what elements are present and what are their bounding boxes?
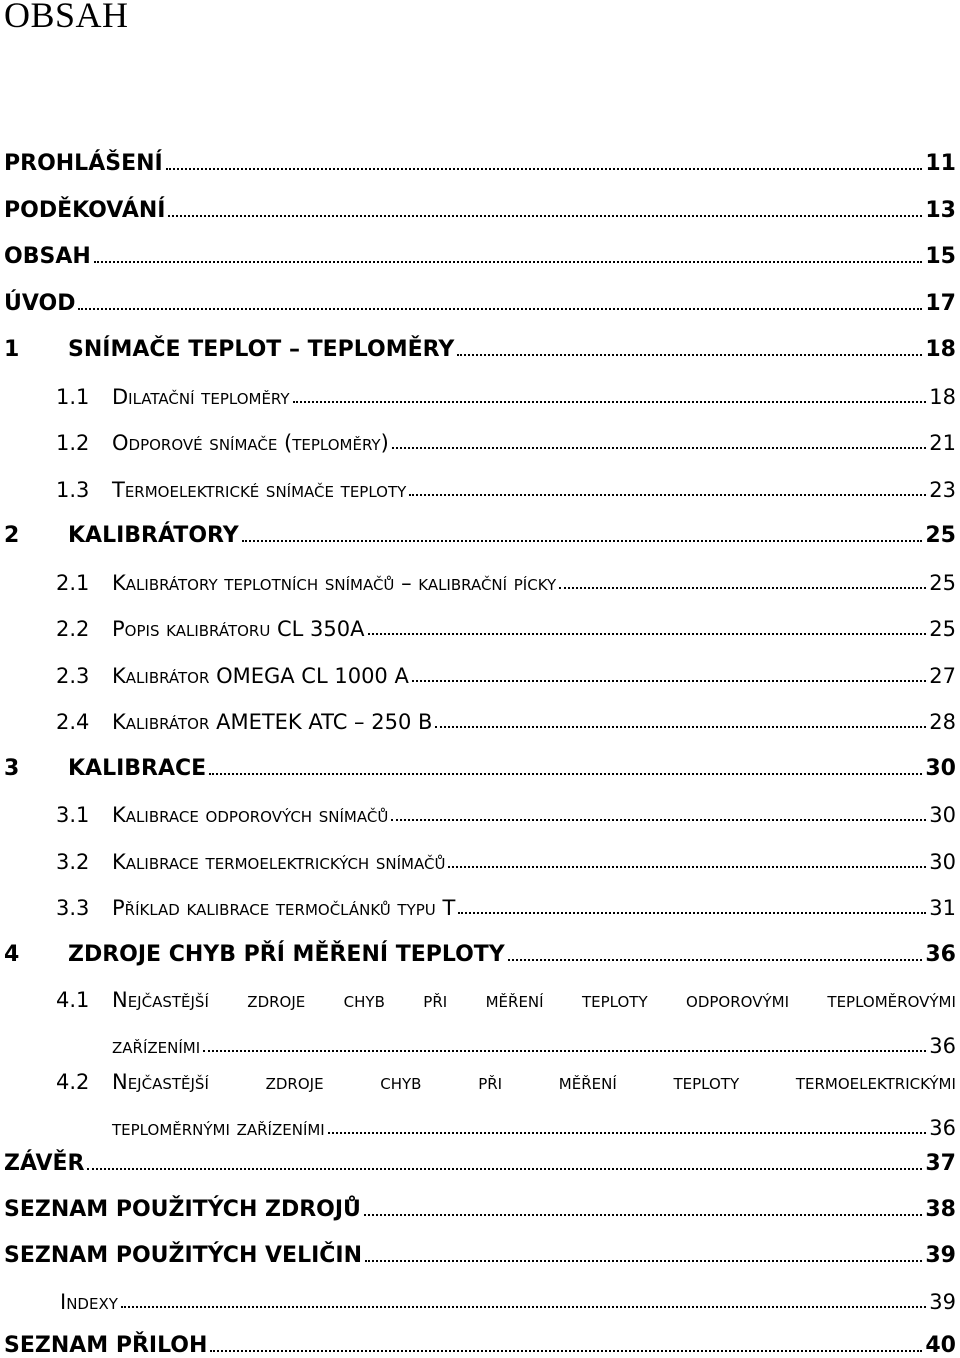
toc-entry-title: SEZNAM POUŽITÝCH VELIČIN — [4, 1243, 363, 1268]
toc-page-number: 39 — [925, 1243, 956, 1268]
toc-dot-leader — [392, 446, 926, 449]
toc-dot-leader — [209, 772, 922, 775]
toc-dot-leader — [435, 725, 926, 728]
toc-dot-leader — [365, 1259, 922, 1262]
toc-entry[interactable] — [0, 892, 960, 920]
toc-entry-title: ZÁVĚR — [4, 1151, 85, 1176]
toc-entry-title: Kalibrace odporových snímačů — [112, 803, 389, 827]
toc-entry[interactable] — [0, 520, 960, 548]
toc-entry-title: teploměrnými zařízeními — [112, 1116, 325, 1140]
toc-page-number: 21 — [929, 431, 956, 455]
toc-dot-leader — [458, 911, 926, 914]
toc-entry-number: 2.2 — [56, 617, 90, 641]
toc-dot-leader — [368, 632, 927, 635]
toc-entry-number: 2.4 — [56, 710, 90, 734]
toc-dot-leader — [203, 1049, 926, 1052]
toc-title-word: odporovými — [686, 988, 789, 1012]
toc-entry-title: Popis kalibrátoru CL 350A — [112, 617, 365, 641]
toc-page-number: 37 — [925, 1151, 956, 1176]
toc-entry-title: KALIBRACE — [68, 756, 207, 781]
toc-page-number: 36 — [925, 942, 956, 967]
toc-entry-number: 2.1 — [56, 571, 90, 595]
toc-dot-leader — [412, 679, 926, 682]
toc-title-word: zdroje — [247, 988, 306, 1012]
toc-page-number: 38 — [925, 1197, 956, 1222]
toc-page-number: 36 — [929, 1034, 956, 1058]
toc-entry-title: Indexy — [60, 1290, 118, 1314]
toc-dot-leader — [364, 1213, 922, 1216]
toc-dot-leader — [166, 167, 923, 170]
toc-entry-number: 3.3 — [56, 896, 90, 920]
toc-page-number: 30 — [929, 850, 956, 874]
toc-entry[interactable] — [0, 799, 960, 827]
toc-page-number: 25 — [929, 617, 956, 641]
toc-page-number: 11 — [925, 151, 956, 176]
page-title: OBSAH — [4, 0, 129, 35]
toc-entry[interactable] — [0, 706, 960, 734]
toc-entry-title — [112, 988, 960, 1012]
toc-page-number: 23 — [929, 478, 956, 502]
toc-entry[interactable] — [0, 148, 960, 176]
toc-entry[interactable] — [0, 1330, 960, 1358]
toc-page-number: 36 — [929, 1116, 956, 1140]
toc-entry[interactable] — [0, 334, 960, 362]
toc-entry[interactable] — [0, 427, 960, 455]
toc-entry[interactable] — [0, 846, 960, 874]
toc-entry[interactable] — [0, 984, 960, 1012]
toc-entry-title: KALIBRÁTORY — [68, 523, 239, 548]
toc-page-number: 18 — [925, 337, 956, 362]
toc-page-number: 30 — [925, 756, 956, 781]
toc-page-number: 15 — [925, 244, 956, 269]
toc-dot-leader — [293, 400, 927, 403]
toc-page-number: 18 — [929, 385, 956, 409]
toc-title-word: Nejčastější — [112, 988, 209, 1012]
toc-entry[interactable] — [0, 195, 960, 223]
toc-page-number: 13 — [925, 198, 956, 223]
toc-entry-title: Dilatační teploměry — [112, 385, 290, 409]
toc-dot-leader — [87, 1167, 922, 1170]
toc-dot-leader — [508, 958, 923, 961]
toc-dot-leader — [94, 260, 923, 263]
toc-dot-leader — [168, 214, 922, 217]
toc-title-word: teploměrovými — [827, 988, 956, 1012]
toc-entry-title: Kalibrátor OMEGA CL 1000 A — [112, 664, 409, 688]
toc-entry-title: PROHLÁŠENÍ — [4, 151, 163, 176]
toc-entry[interactable] — [0, 613, 960, 641]
toc-entry-continuation[interactable] — [0, 1112, 960, 1140]
toc-entry-number: 3 — [4, 756, 20, 781]
toc-entry-number: 3.2 — [56, 850, 90, 874]
toc-dot-leader — [121, 1305, 926, 1308]
toc-dot-leader — [457, 353, 922, 356]
toc-entry-title: Odporové snímače (teploměry) — [112, 431, 389, 455]
toc-entry-title: SNÍMAČE TEPLOT – TEPLOMĚRY — [68, 337, 455, 362]
toc-entry[interactable] — [0, 939, 960, 967]
toc-dot-leader — [210, 1349, 922, 1352]
toc-entry-title: SEZNAM PŘILOH — [4, 1333, 208, 1358]
toc-entry-title: Kalibrátory teplotních snímačů – kalibrační pícky — [112, 571, 557, 595]
toc-entry-title: Kalibrace termoelektrických snímačů — [112, 850, 446, 874]
toc-dot-leader — [328, 1131, 927, 1134]
toc-entry[interactable] — [0, 474, 960, 502]
toc-title-word: Nejčastější — [112, 1070, 209, 1094]
toc-title-word: chyb — [380, 1070, 422, 1094]
toc-entry[interactable] — [0, 1148, 960, 1176]
toc-entry-number: 4 — [4, 942, 20, 967]
toc-entry-title: OBSAH — [4, 244, 91, 269]
toc-page-number: 28 — [929, 710, 956, 734]
toc-entry-title: PODĚKOVÁNÍ — [4, 198, 166, 223]
toc-entry[interactable] — [0, 241, 960, 269]
toc-entry[interactable] — [0, 1240, 960, 1268]
toc-entry[interactable] — [0, 567, 960, 595]
toc-entry-title: zařízeními — [112, 1034, 201, 1058]
toc-page-number: 40 — [925, 1333, 956, 1358]
toc-dot-leader — [78, 307, 922, 310]
toc-dot-leader — [391, 818, 926, 821]
toc-entry-title: Příklad kalibrace termočlánků typu T — [112, 896, 456, 920]
toc-entry-title: ÚVOD — [4, 291, 76, 316]
toc-page-number: 27 — [929, 664, 956, 688]
toc-entry-number: 1.1 — [56, 385, 90, 409]
toc-page-number: 25 — [925, 523, 956, 548]
toc-title-word: chyb — [343, 988, 385, 1012]
toc-title-word: měření — [558, 1070, 617, 1094]
toc-entry[interactable] — [0, 753, 960, 781]
toc-entry-number: 4.1 — [56, 988, 90, 1012]
toc-entry-title: ZDROJE CHYB PŘÍ MĚŘENÍ TEPLOTY — [68, 942, 505, 967]
toc-dot-leader — [559, 586, 926, 589]
toc-entry-title: Termoelektrické snímače teploty — [112, 478, 407, 502]
toc-entry-continuation[interactable] — [0, 1030, 960, 1058]
toc-entry-title: Kalibrátor AMETEK ATC – 250 B — [112, 710, 433, 734]
toc-title-word: teploty — [581, 988, 648, 1012]
toc-entry[interactable] — [0, 381, 960, 409]
toc-entry-number: 4.2 — [56, 1070, 90, 1094]
toc-page-number: 17 — [925, 291, 956, 316]
toc-page-number: 31 — [929, 896, 956, 920]
toc-entry-number: 1 — [4, 337, 20, 362]
toc-title-word: teploty — [673, 1070, 740, 1094]
toc-entry[interactable] — [0, 1194, 960, 1222]
toc-entry-number: 1.3 — [56, 478, 90, 502]
toc-dot-leader — [448, 865, 926, 868]
toc-entry-number: 1.2 — [56, 431, 90, 455]
toc-page-number: 30 — [929, 803, 956, 827]
toc-dot-leader — [242, 539, 923, 542]
toc-entry-number: 2 — [4, 523, 20, 548]
toc-title-word: zdroje — [265, 1070, 324, 1094]
toc-entry-number: 2.3 — [56, 664, 90, 688]
toc-entry[interactable] — [0, 1066, 960, 1094]
toc-entry[interactable] — [0, 288, 960, 316]
toc-entry-title — [112, 1070, 960, 1094]
toc-page-number: 39 — [929, 1290, 956, 1314]
toc-entry-number: 3.1 — [56, 803, 90, 827]
toc-title-word: při — [478, 1070, 503, 1094]
toc-entry[interactable] — [0, 660, 960, 688]
toc-page-number: 25 — [929, 571, 956, 595]
toc-entry[interactable] — [0, 1286, 960, 1314]
toc-title-word: při — [423, 988, 448, 1012]
toc-entry-title: SEZNAM POUŽITÝCH ZDROJŮ — [4, 1197, 361, 1222]
toc-title-word: měření — [485, 988, 544, 1012]
toc-title-word: termoelektrickými — [795, 1070, 956, 1094]
toc-dot-leader — [409, 493, 926, 496]
